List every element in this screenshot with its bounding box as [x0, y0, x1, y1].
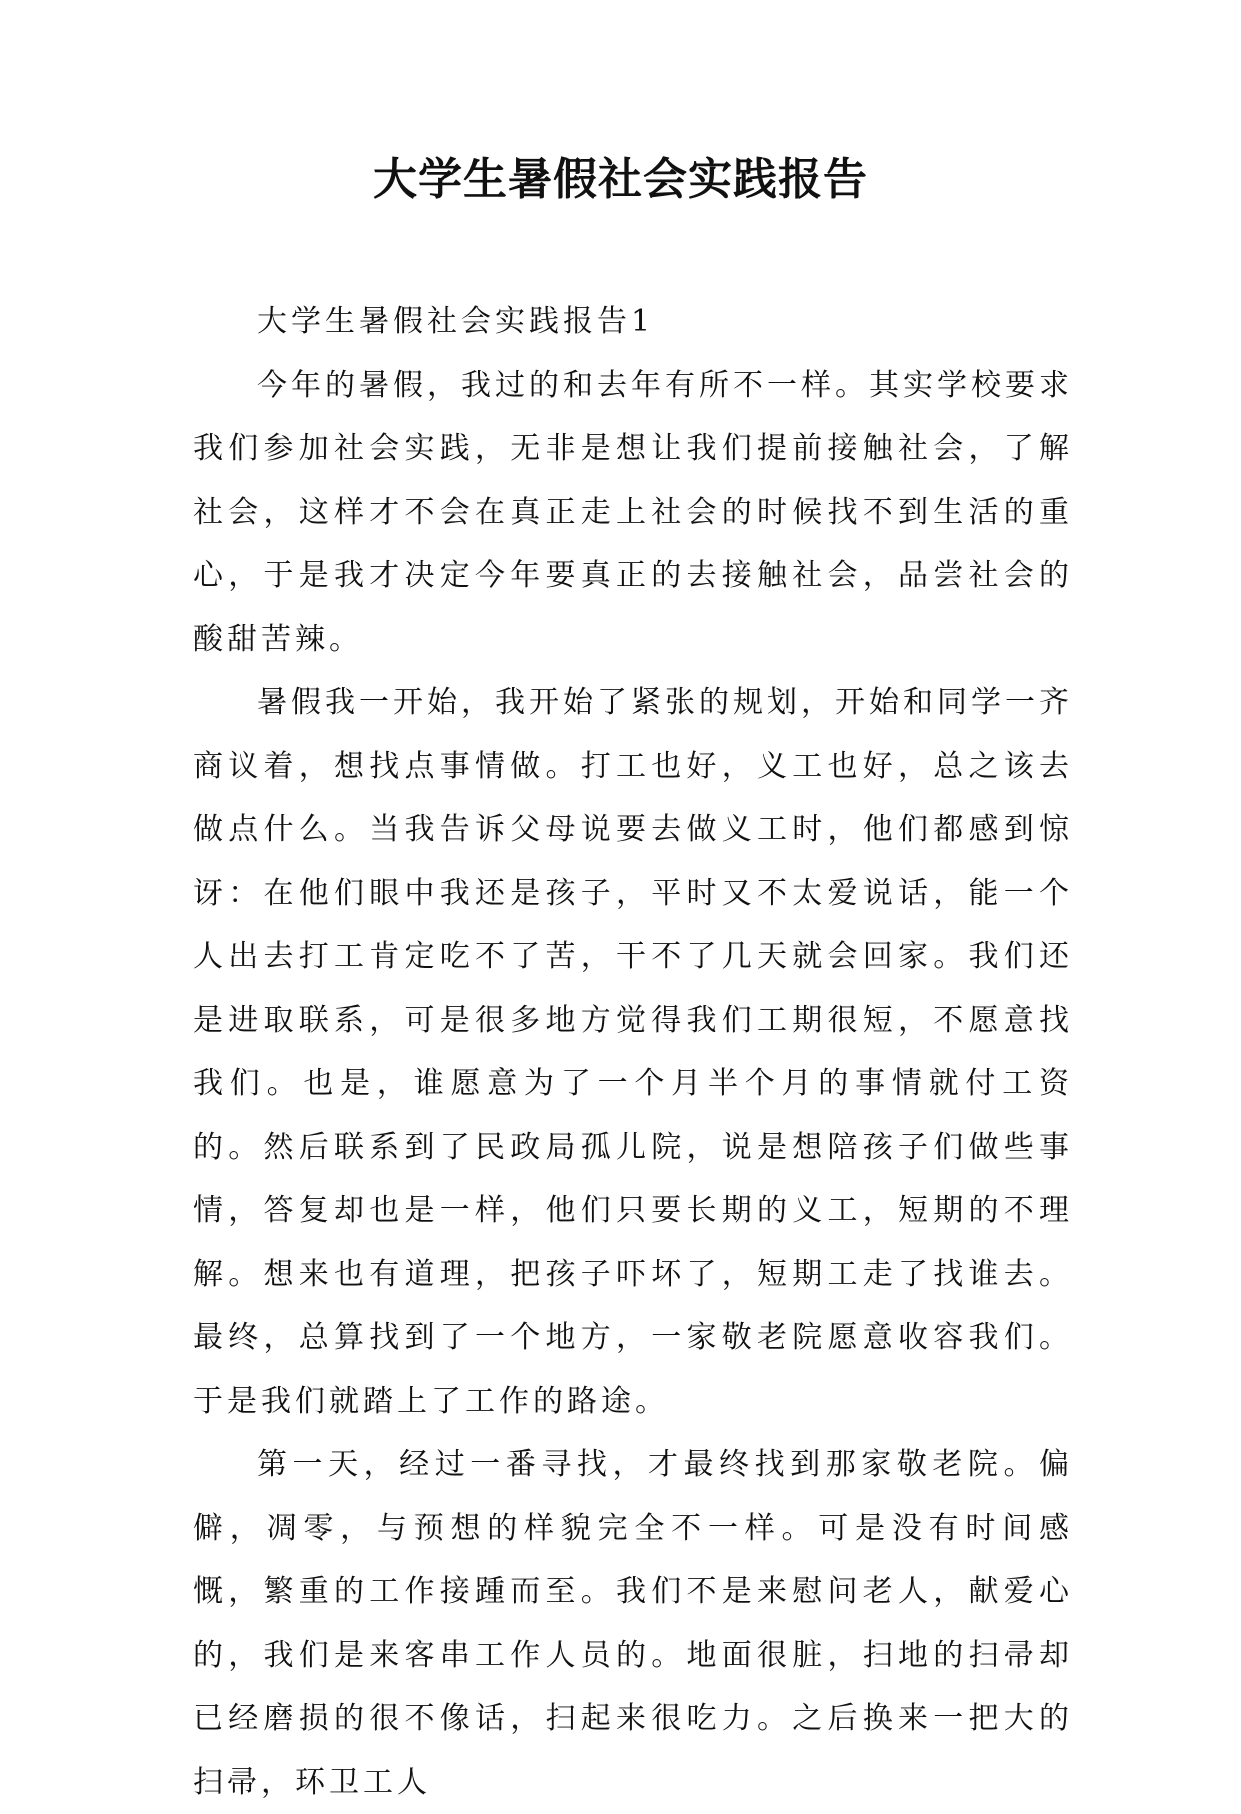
document-body	[193, 290, 1073, 1814]
section-heading: 大学生暑假社会实践报告1	[257, 304, 655, 339]
paragraph: 今年的暑假，我过的和去年有所不一样。其实学校要求我们参加社会实践，无非是想让我们提前接触社会，了解社会，这样才不会在真正走上社会的时候找不到生活的重心，于是我才决定今年要真正的去接触社会，品尝社会的酸甜苦辣。	[193, 367, 1073, 657]
paragraph: 暑假我一开始，我开始了紧张的规划，开始和同学一齐商议着，想找点事情做。打工也好，义工也好，总之该去做点什么。当我告诉父母说要去做义工时，他们都感到惊讶：在他们眼中我还是孩子，平时又不太爱说话，能一个人出去打工肯定吃不了苦，干不了几天就会回家。我们还是进取联系，可是很多地方觉得我们工期很短，不愿意找我们。也是，谁愿意为了一个月半个月的事情就付工资的。然后联系到了民政局孤儿院，说是想陪孩子们做些事情，答复却也是一样，他们只要长期的义工，短期的不理解。想来也有道理，把孩子吓坏了，短期工走了找谁去。最终，总算找到了一个地方，一家敬老院愿意收容我们。于是我们就踏上了工作的路途。	[193, 685, 1073, 1419]
paragraph: 第一天，经过一番寻找，才最终找到那家敬老院。偏僻，凋零，与预想的样貌完全不一样。可是没有时间感慨，繁重的工作接踵而至。我们不是来慰问老人，献爱心的，我们是来客串工作人员的。地面很脏，扫地的扫帚却已经磨损的很不像话，扫起来很吃力。之后换来一把大的扫帚，环卫工人	[193, 1447, 1073, 1800]
document-title: 大学生暑假社会实践报告	[373, 154, 868, 205]
